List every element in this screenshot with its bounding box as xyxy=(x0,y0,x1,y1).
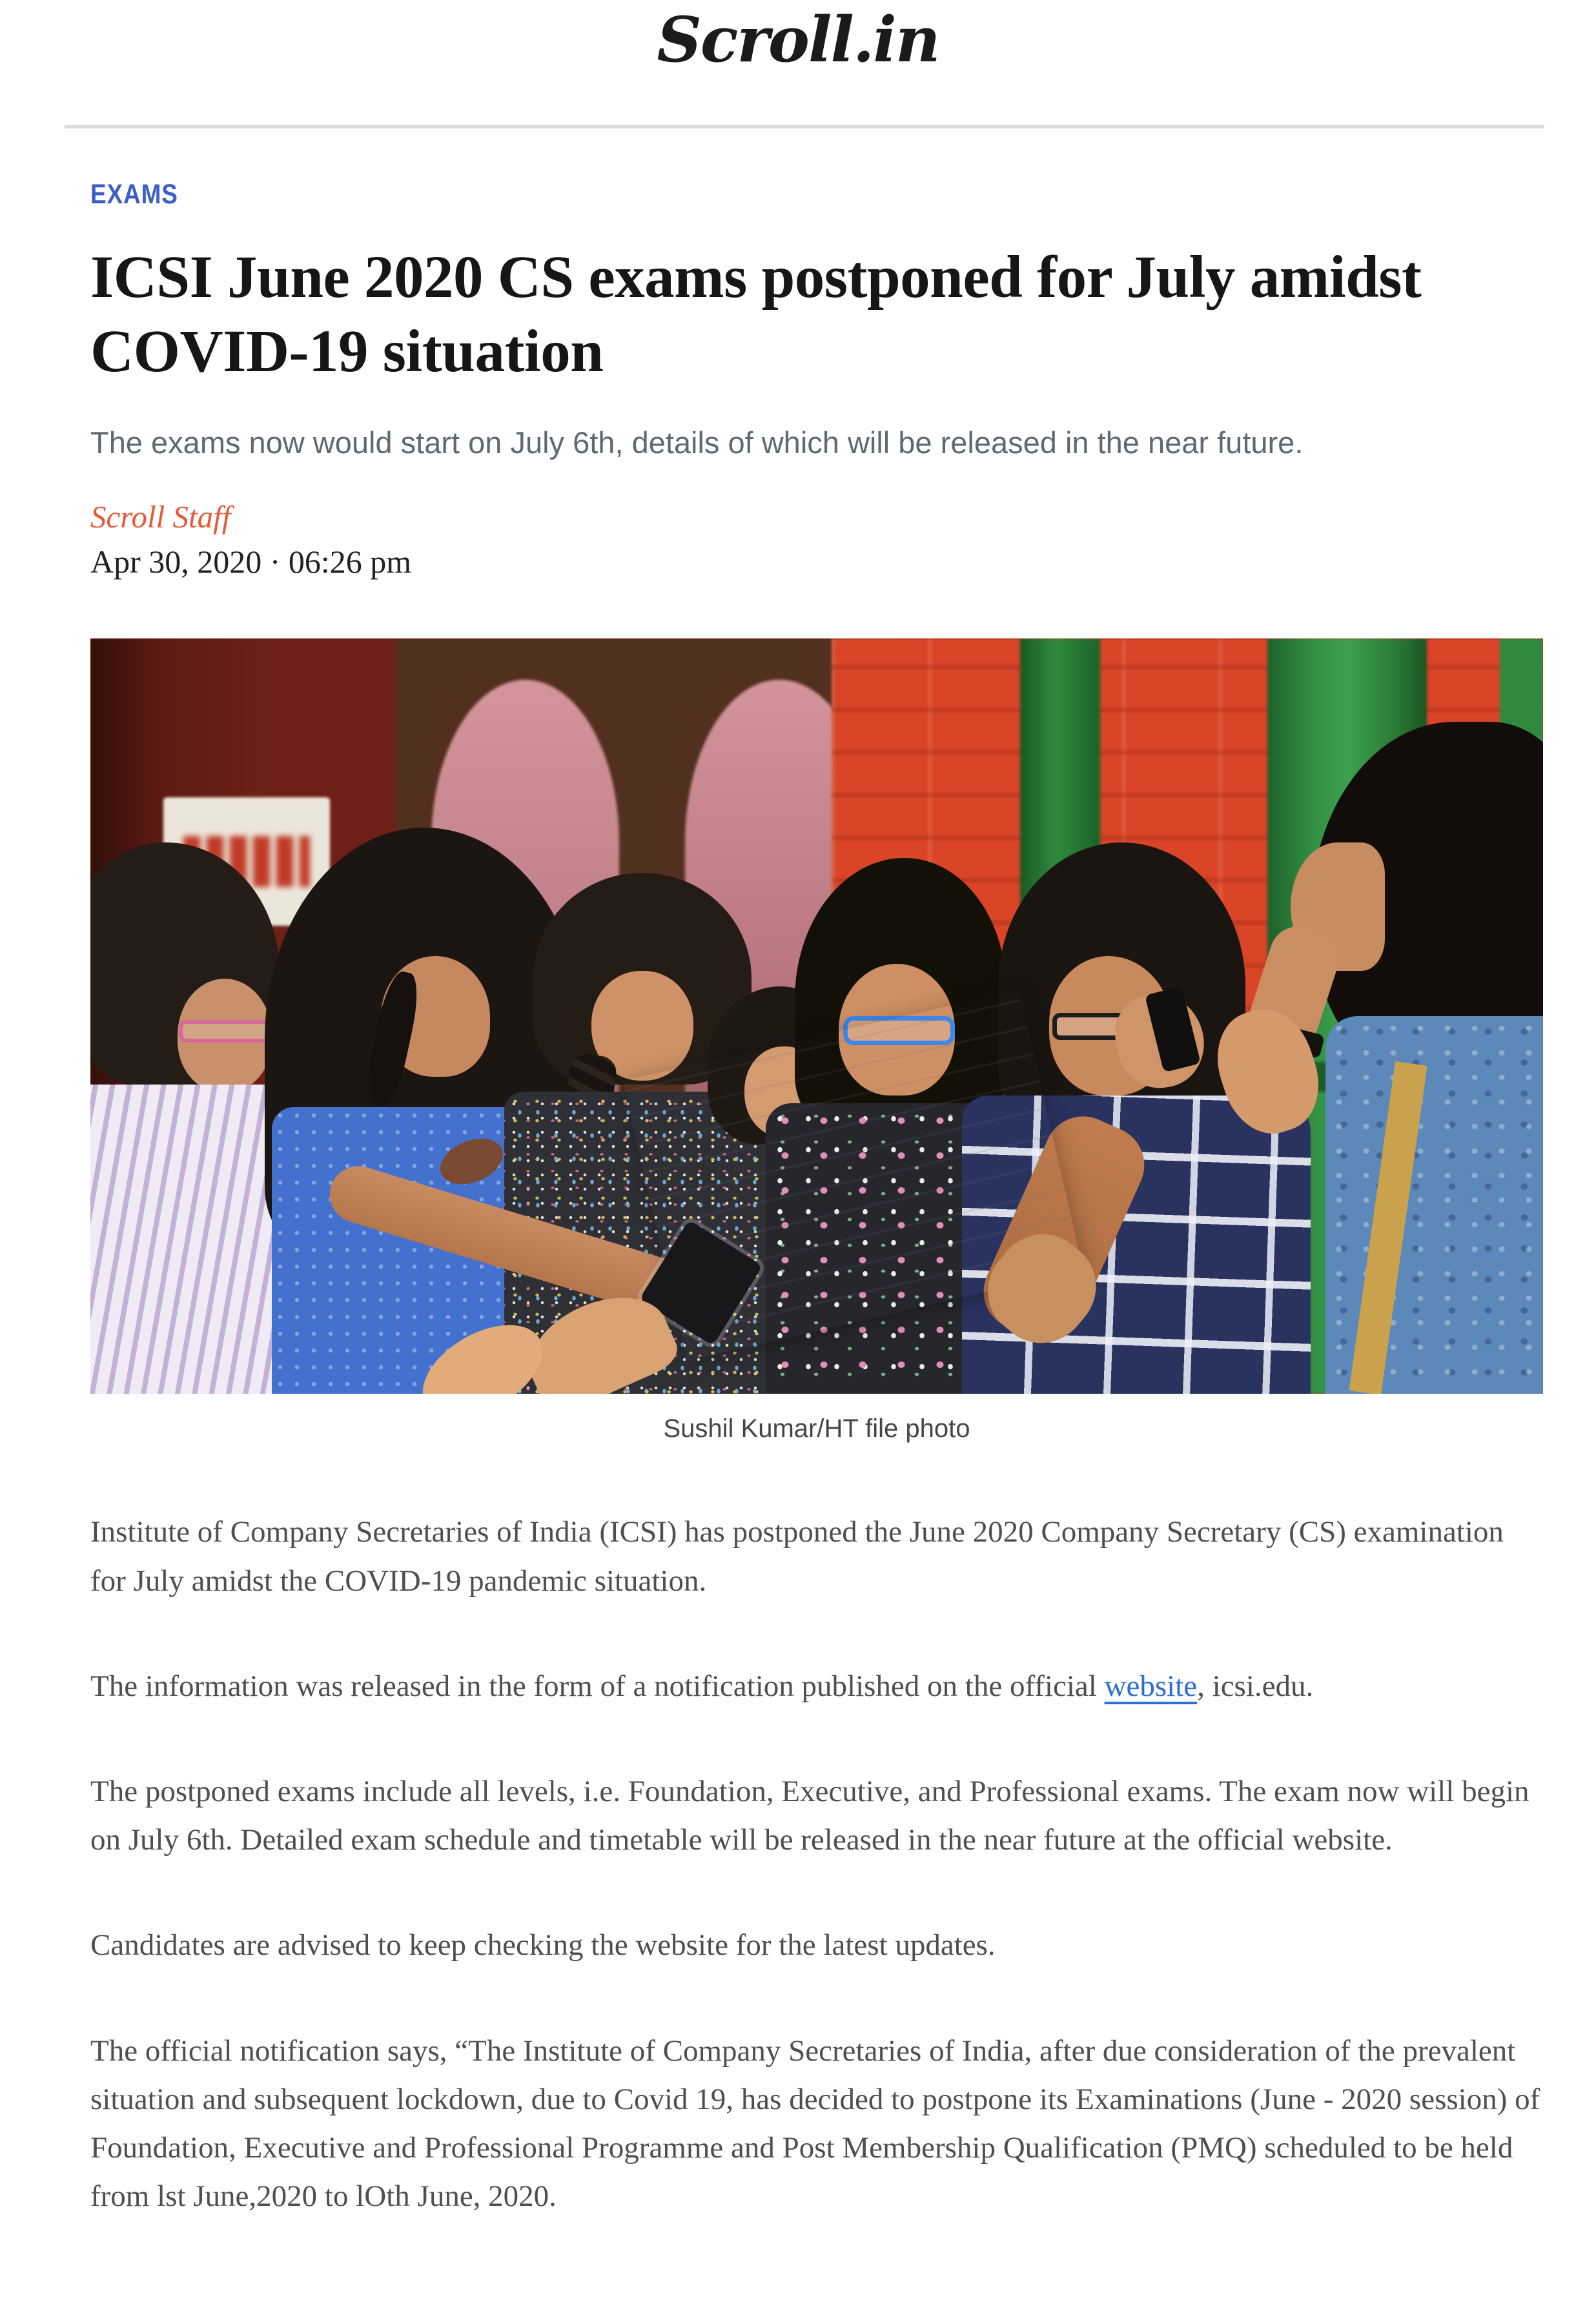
article-paragraph: The postponed exams include all levels, i.e. Foundation, Executive, and Professional exams. The exam now will begin on July 6th. Detailed exam schedule and timetable will be released in the near future at the official website. xyxy=(90,1774,1530,1857)
paragraph-text: The information was released in the form of a notification published on the official xyxy=(90,1669,1105,1703)
article-body xyxy=(90,1508,1543,2221)
paragraph-text: , icsi.edu. xyxy=(1197,1669,1314,1703)
article-figure xyxy=(90,638,1543,1443)
article-paragraph: The official notification says, “The Institute of Company Secretaries of India, after due consideration of the prevalent situation and subsequent lockdown, due to Covid 19, has decided to postpone its Examinations (June - 2020 session) of Foundation, Executive and Professional Programme and Post Membership Qualification (PMQ) scheduled to be held from lst June,2020 to lOth June, 2020. xyxy=(90,2034,1540,2214)
article-paragraph xyxy=(90,1662,1543,1711)
article-photo xyxy=(90,638,1543,1394)
website-link[interactable]: website xyxy=(1104,1669,1198,1703)
article-paragraph: Institute of Company Secretaries of India (ICSI) has postponed the June 2020 Company Secretary (CS) examination for July amidst the COVID-19 pandemic situation. xyxy=(90,1515,1504,1598)
photo-caption: Sushil Kumar/HT file photo xyxy=(663,1414,970,1443)
byline xyxy=(90,464,1543,580)
masthead xyxy=(0,0,1596,76)
girl-1-striped-shirt xyxy=(90,1085,294,1394)
article-main xyxy=(90,128,1543,2221)
girl-1-pink-glasses xyxy=(179,1020,272,1043)
category-link[interactable]: EXAMS xyxy=(90,179,178,210)
article-headline: ICSI June 2020 CS exams postponed for July amidst COVID-19 situation xyxy=(90,244,1422,385)
scroll-logo[interactable]: Scroll.in xyxy=(657,3,939,76)
article-subtitle: The exams now would start on July 6th, details of which will be released in the near future. xyxy=(90,425,1304,460)
author-link[interactable]: Scroll Staff xyxy=(90,499,231,535)
publish-date: Apr 30, 2020 · 06:26 pm xyxy=(90,544,412,580)
article-paragraph: Candidates are advised to keep checking the website for the latest updates. xyxy=(90,1928,996,1962)
